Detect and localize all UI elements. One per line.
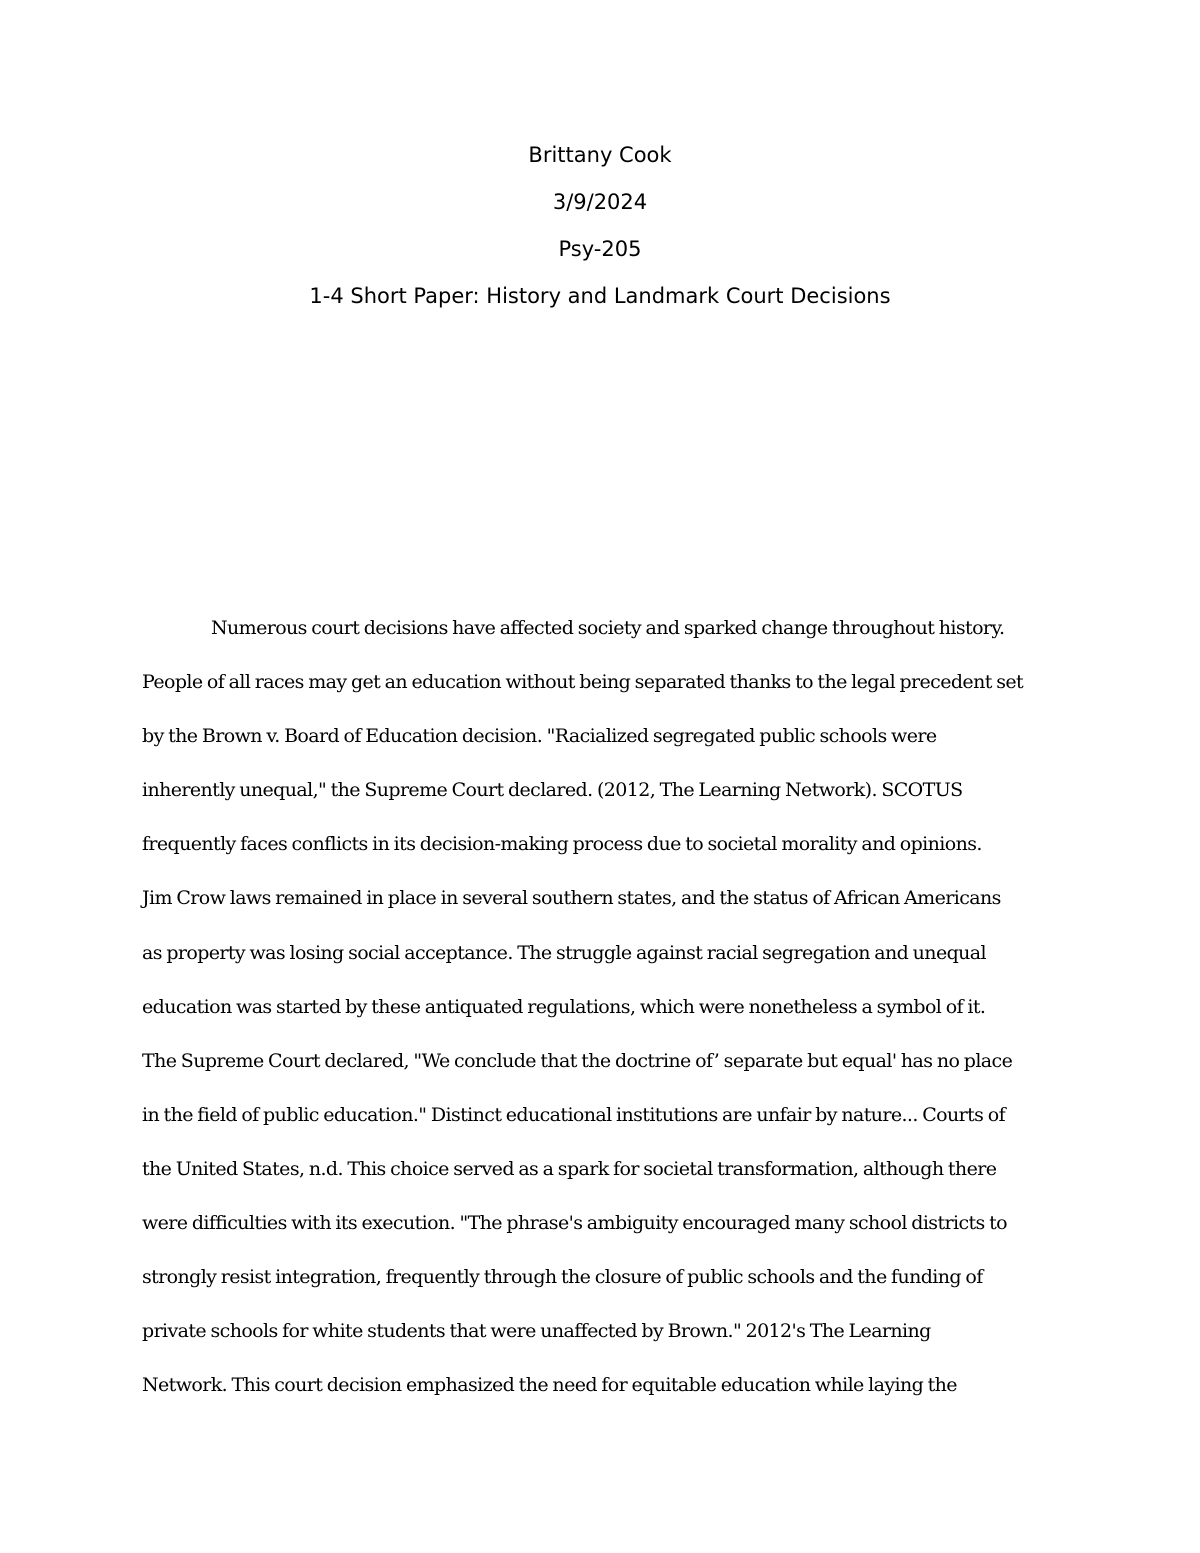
title-block	[0, 138, 1200, 326]
body-line: Network. This court decision emphasized the need for equitable education while laying the	[142, 1374, 957, 1397]
course-code: Psy-205	[558, 237, 642, 261]
body-line: frequently faces conflicts in its decision-making process due to societal morality and opinions.	[142, 833, 982, 856]
body-line: People of all races may get an education without being separated thanks to the legal precedent set	[142, 671, 1024, 694]
body-line: Jim Crow laws remained in place in several southern states, and the status of African Americans	[142, 887, 1001, 910]
paper-date: 3/9/2024	[552, 190, 648, 214]
body-line: private schools for white students that were unaffected by Brown." 2012's The Learning	[142, 1320, 931, 1343]
body-line: in the field of public education." Distinct educational institutions are unfair by nature... Courts of	[142, 1103, 1006, 1126]
body-line: Numerous court decisions have affected society and sparked change throughout history.	[211, 617, 1005, 639]
body-line: strongly resist integration, frequently through the closure of public schools and the funding of	[142, 1266, 983, 1289]
body-line: the United States, n.d. This choice served as a spark for societal transformation, although there	[142, 1157, 997, 1180]
body-line: inherently unequal," the Supreme Court declared. (2012, The Learning Network). SCOTUS	[142, 779, 963, 802]
paper-title: 1-4 Short Paper: History and Landmark Court Decisions	[309, 284, 891, 308]
body-line: The Supreme Court declared, "We conclude that the doctrine of’ separate but equal' has no place	[142, 1049, 1013, 1072]
body-line: as property was losing social acceptance. The struggle against racial segregation and unequal	[142, 941, 986, 964]
body-line: were difficulties with its execution. "The phrase's ambiguity encouraged many school districts to	[142, 1212, 1007, 1235]
body-line: education was started by these antiquated regulations, which were nonetheless a symbol of it.	[142, 995, 986, 1018]
author-name: Brittany Cook	[528, 143, 672, 167]
body-line: by the Brown v. Board of Education decision. "Racialized segregated public schools were	[142, 725, 937, 748]
body-paragraph	[142, 610, 1072, 1421]
